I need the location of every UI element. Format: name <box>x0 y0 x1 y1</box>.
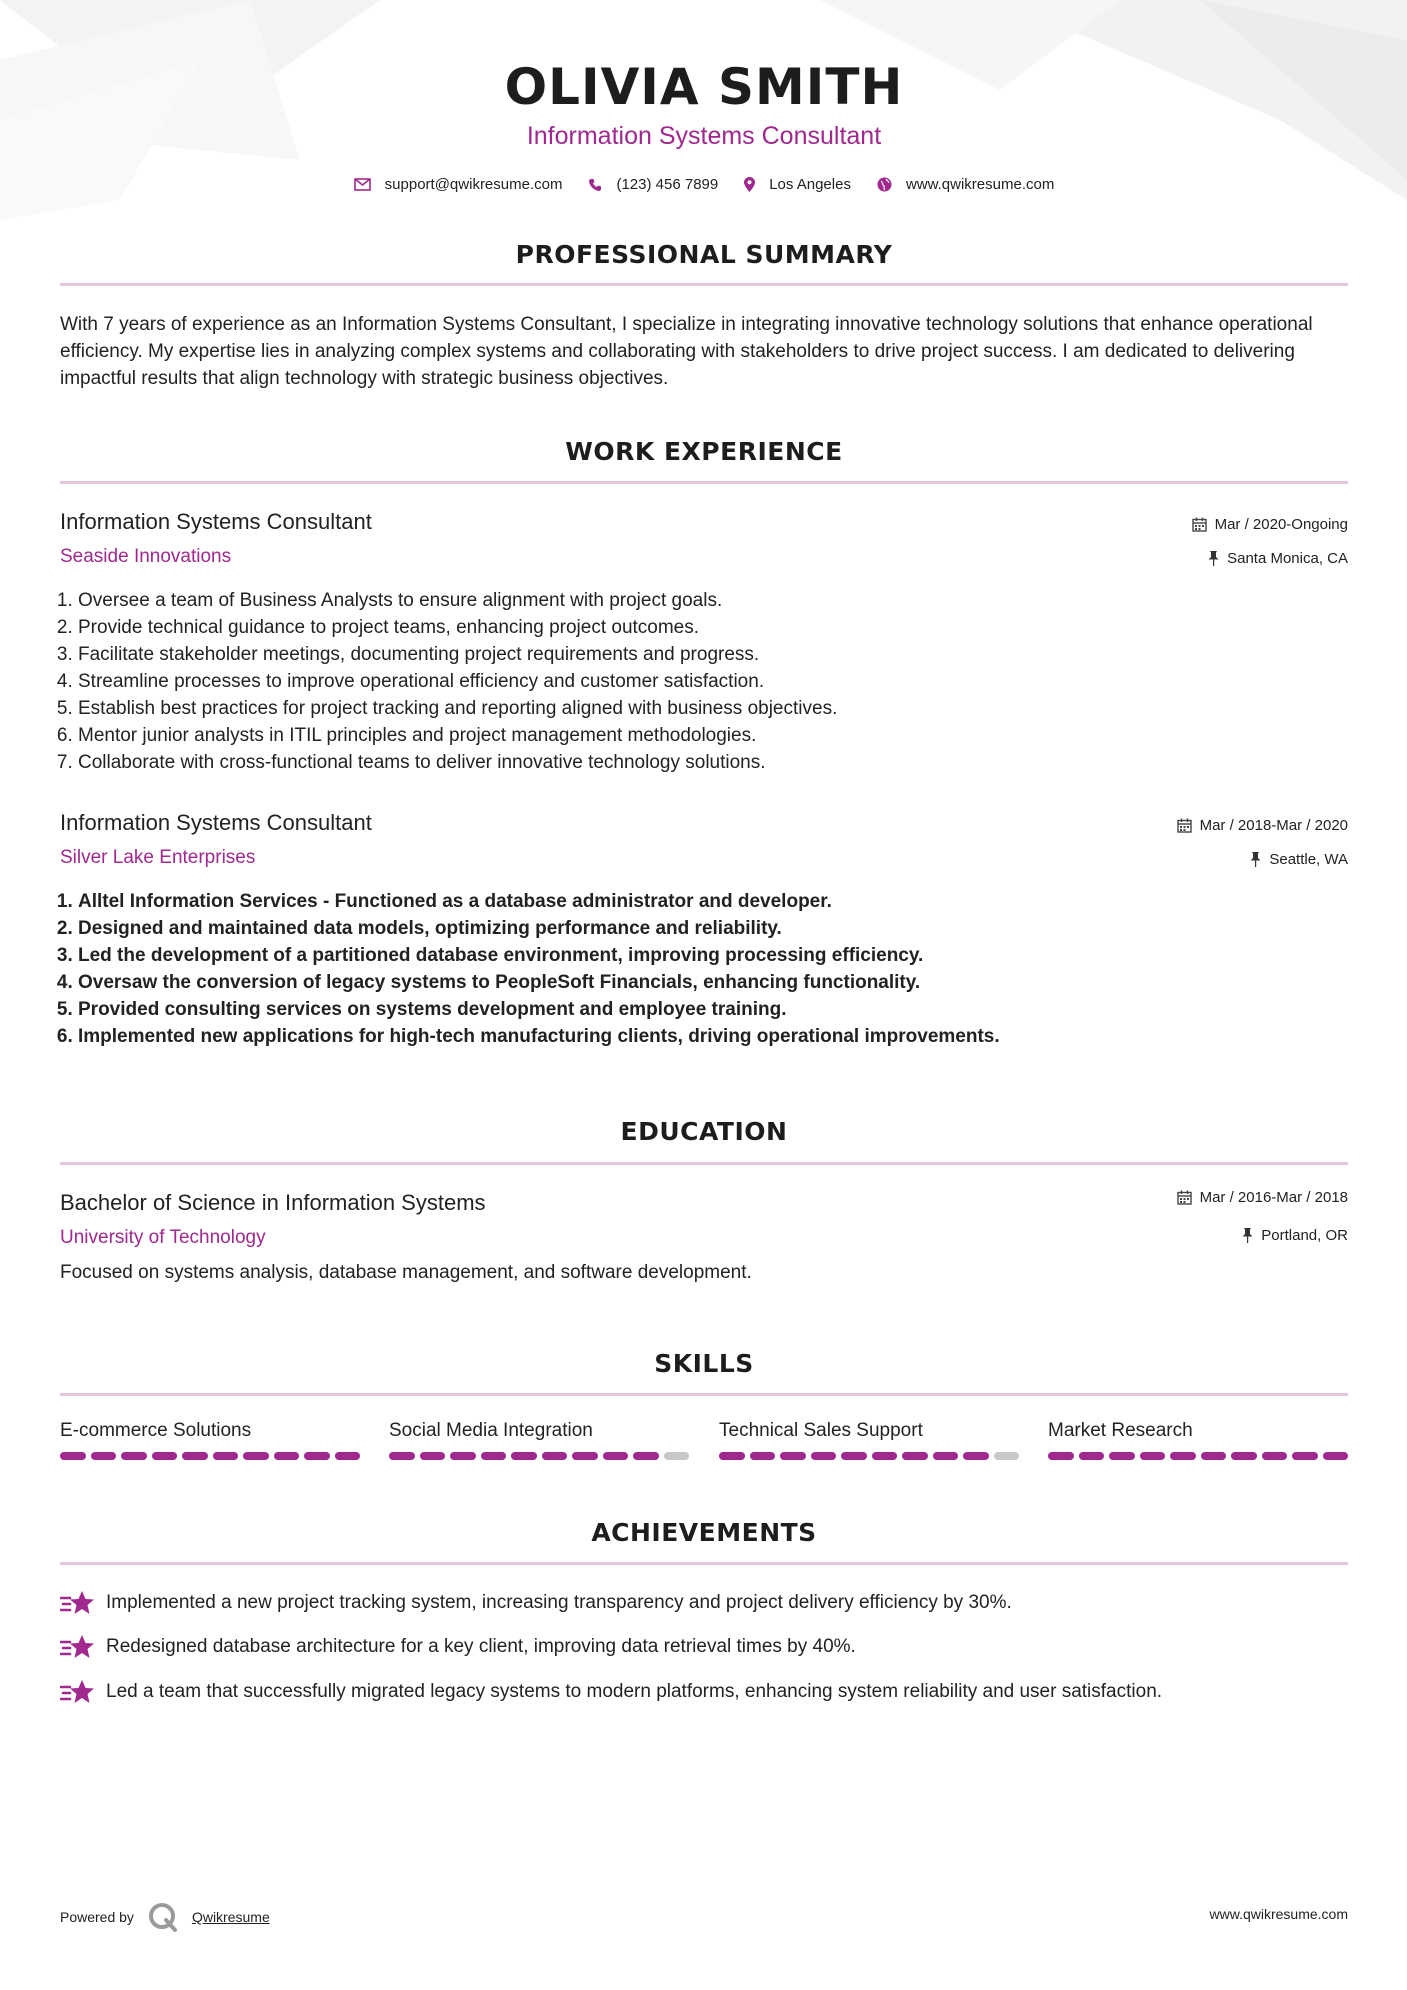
list-item: 4. Streamline processes to improve operational efficiency and customer satisfaction. <box>78 668 1348 695</box>
skill-item <box>1048 1420 1348 1460</box>
skill-segment-filled <box>542 1452 568 1460</box>
job-company: Silver Lake Enterprises <box>60 847 256 868</box>
skill-segment-filled <box>572 1452 598 1460</box>
location-text: Santa Monica, CA <box>1227 550 1348 567</box>
contact-location <box>744 176 851 193</box>
dates-text: Mar / 2016-Mar / 2018 <box>1199 1189 1348 1206</box>
skill-segment-empty <box>664 1452 690 1460</box>
skill-segment-filled <box>335 1452 361 1460</box>
skill-level-bar <box>719 1452 1019 1460</box>
skill-segment-filled <box>450 1452 476 1460</box>
skill-segment-filled <box>1170 1452 1196 1460</box>
skill-segment-empty <box>994 1452 1020 1460</box>
skill-segment-filled <box>274 1452 300 1460</box>
skill-name: Social Media Integration <box>389 1420 593 1441</box>
list-item: 2. Provide technical guidance to project teams, enhancing project outcomes. <box>78 614 1348 641</box>
skill-segment-filled <box>1201 1452 1227 1460</box>
brand-link[interactable]: Qwikresume <box>191 1909 270 1925</box>
shooting-star-icon <box>60 1679 96 1705</box>
qwikresume-logo-icon <box>148 1902 178 1932</box>
achievement-item <box>60 1634 856 1660</box>
skill-item <box>60 1420 360 1460</box>
experience-heading: WORK EXPERIENCE <box>565 437 843 466</box>
job-duties <box>60 587 1348 776</box>
list-item: 7. Collaborate with cross-functional teams to deliver innovative technology solutions. <box>78 749 1348 776</box>
achievements-heading: ACHIEVEMENTS <box>591 1518 817 1547</box>
education-description: Focused on systems analysis, database management, and software development. <box>60 1262 752 1283</box>
list-item: 6. Mentor junior analysts in ITIL principles and project management methodologies. <box>78 722 1348 749</box>
skill-segment-filled <box>511 1452 537 1460</box>
skill-segment-filled <box>1292 1452 1318 1460</box>
list-item: 2. Designed and maintained data models, optimizing performance and reliability. <box>78 915 1348 942</box>
envelope-icon <box>354 178 371 191</box>
job-location <box>1250 851 1348 868</box>
contact-bar <box>60 176 1348 193</box>
skill-segment-filled <box>1323 1452 1349 1460</box>
skill-segment-filled <box>872 1452 898 1460</box>
website-text: www.qwikresume.com <box>905 176 1055 193</box>
job-title: Information Systems Consultant <box>60 509 372 534</box>
job-title: Information Systems Consultant <box>60 810 372 835</box>
candidate-name: OLIVIA SMITH <box>504 58 904 116</box>
skill-name: Technical Sales Support <box>719 1420 923 1441</box>
calendar-icon <box>1177 1190 1192 1205</box>
shooting-star-icon <box>60 1590 96 1616</box>
skill-segment-filled <box>152 1452 178 1460</box>
job-location <box>1208 550 1348 567</box>
job-dates <box>1192 516 1348 533</box>
education-divider <box>60 1162 1348 1165</box>
location-text: Seattle, WA <box>1269 851 1348 868</box>
skill-level-bar <box>1048 1452 1348 1460</box>
pushpin-icon <box>1242 1228 1253 1243</box>
contact-website[interactable] <box>877 176 1054 193</box>
summary-heading: PROFESSIONAL SUMMARY <box>515 240 893 269</box>
skill-segment-filled <box>1262 1452 1288 1460</box>
skill-segment-filled <box>182 1452 208 1460</box>
skill-segment-filled <box>1048 1452 1074 1460</box>
candidate-role: Information Systems Consultant <box>526 122 882 150</box>
achievement-item <box>60 1590 1012 1616</box>
footer-website[interactable]: www.qwikresume.com <box>1209 1906 1348 1922</box>
contact-phone[interactable] <box>588 176 718 193</box>
skill-name: E-commerce Solutions <box>60 1420 252 1441</box>
list-item: 5. Establish best practices for project tracking and reporting aligned with business objectives. <box>78 695 1348 722</box>
job-duties <box>60 888 1348 1050</box>
job-dates <box>1177 817 1348 834</box>
achievement-item <box>60 1679 1162 1705</box>
job-company: Seaside Innovations <box>60 546 232 567</box>
skill-segment-filled <box>633 1452 659 1460</box>
contact-email[interactable] <box>354 176 563 193</box>
skill-segment-filled <box>243 1452 269 1460</box>
list-item: 4. Oversaw the conversion of legacy systems to PeopleSoft Financials, enhancing functionality. <box>78 969 1348 996</box>
skill-item <box>719 1420 1019 1460</box>
list-item: 3. Facilitate stakeholder meetings, documenting project requirements and progress. <box>78 641 1348 668</box>
phone-text: (123) 456 7899 <box>616 176 719 193</box>
map-pin-icon <box>744 177 755 192</box>
skill-segment-filled <box>91 1452 117 1460</box>
list-item: 6. Implemented new applications for high-tech manufacturing clients, driving operational improvements. <box>78 1023 1348 1050</box>
skills-heading: SKILLS <box>654 1349 754 1378</box>
skill-segment-filled <box>750 1452 776 1460</box>
list-item: 1. Alltel Information Services - Functioned as a database administrator and developer. <box>78 888 1348 915</box>
calendar-icon <box>1192 517 1207 532</box>
skill-name: Market Research <box>1048 1420 1193 1441</box>
skills-divider <box>60 1393 1348 1396</box>
skill-segment-filled <box>933 1452 959 1460</box>
achievement-text: Led a team that successfully migrated legacy systems to modern platforms, enhancing system reliability and user satisfaction. <box>106 1681 1163 1702</box>
skill-segment-filled <box>420 1452 446 1460</box>
skill-segment-filled <box>1109 1452 1135 1460</box>
shooting-star-icon <box>60 1634 96 1660</box>
pushpin-icon <box>1208 551 1219 566</box>
list-item: 3. Led the development of a partitioned database environment, improving processing efficiency. <box>78 942 1348 969</box>
skill-segment-filled <box>811 1452 837 1460</box>
email-text: support@qwikresume.com <box>384 176 563 193</box>
achievement-text: Redesigned database architecture for a key client, improving data retrieval times by 40%. <box>106 1636 856 1657</box>
experience-divider <box>60 481 1348 484</box>
skill-level-bar <box>389 1452 689 1460</box>
footer-powered-by <box>60 1902 270 1932</box>
skill-segment-filled <box>1231 1452 1257 1460</box>
resume-page <box>60 0 1348 1990</box>
skill-level-bar <box>60 1452 360 1460</box>
skill-segment-filled <box>841 1452 867 1460</box>
education-dates <box>1177 1189 1348 1206</box>
school-name: University of Technology <box>60 1227 266 1248</box>
dates-text: Mar / 2018-Mar / 2020 <box>1199 817 1348 834</box>
skill-segment-filled <box>780 1452 806 1460</box>
skill-segment-filled <box>719 1452 745 1460</box>
skill-segment-filled <box>389 1452 415 1460</box>
skill-segment-filled <box>1079 1452 1105 1460</box>
skill-segment-filled <box>481 1452 507 1460</box>
skill-segment-filled <box>304 1452 330 1460</box>
pushpin-icon <box>1250 852 1261 867</box>
list-item: 1. Oversee a team of Business Analysts to ensure alignment with project goals. <box>78 587 1348 614</box>
education-heading: EDUCATION <box>620 1117 788 1146</box>
education-location <box>1242 1227 1348 1244</box>
skill-segment-filled <box>603 1452 629 1460</box>
skill-segment-filled <box>213 1452 239 1460</box>
list-item: 5. Provided consulting services on systems development and employee training. <box>78 996 1348 1023</box>
summary-divider <box>60 283 1348 286</box>
degree-title: Bachelor of Science in Information Systems <box>60 1190 486 1215</box>
summary-text: With 7 years of experience as an Information Systems Consultant, I specialize in integrating innovative technology solutions that enhance operational efficiency. My expertise lies in analyzing complex systems and collaborating with stakeholders to drive project success. I am dedicated to delivering impactful results that align technology with strategic business objectives. <box>60 314 1313 389</box>
skill-segment-filled <box>963 1452 989 1460</box>
achievements-divider <box>60 1562 1348 1565</box>
globe-icon <box>877 177 892 192</box>
skill-segment-filled <box>121 1452 147 1460</box>
dates-text: Mar / 2020-Ongoing <box>1214 516 1348 533</box>
skill-segment-filled <box>60 1452 86 1460</box>
powered-by-label: Powered by <box>60 1909 134 1925</box>
achievement-text: Implemented a new project tracking system, increasing transparency and project delivery efficiency by 30%. <box>106 1592 1012 1613</box>
skill-segment-filled <box>902 1452 928 1460</box>
skill-segment-filled <box>1140 1452 1166 1460</box>
skill-item <box>389 1420 689 1460</box>
calendar-icon <box>1177 818 1192 833</box>
phone-icon <box>588 178 602 192</box>
location-text: Los Angeles <box>769 176 851 193</box>
location-text: Portland, OR <box>1261 1227 1348 1244</box>
